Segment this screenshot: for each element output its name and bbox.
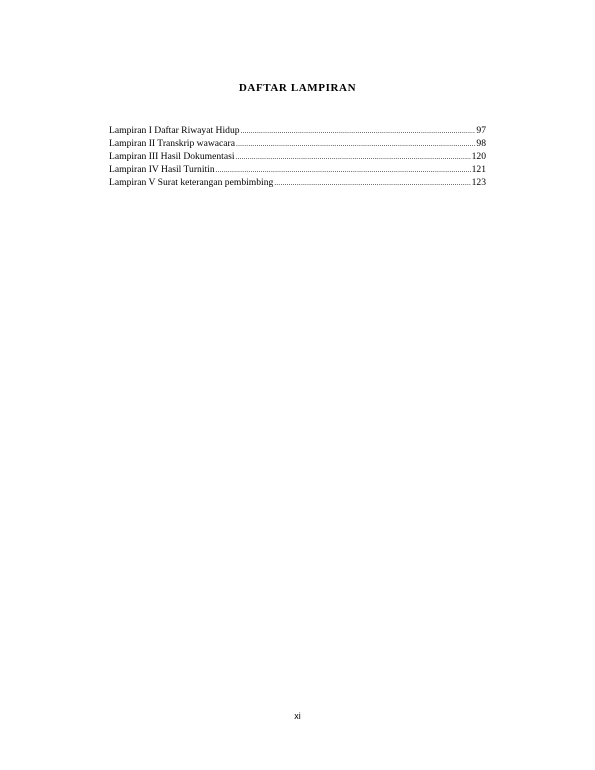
appendix-entry-page: 98 [476,138,486,149]
appendix-entry-label: Lampiran IV Hasil Turnitin [109,164,215,175]
appendix-entry-page: 120 [471,151,486,162]
appendix-entry [109,137,486,150]
appendix-entry-page: 97 [476,125,486,136]
appendix-entry [109,150,486,163]
dot-leader [236,138,475,151]
appendix-entry [109,124,486,137]
appendix-list [109,124,486,189]
appendix-entry-label: Lampiran I Daftar Riwayat Hidup [109,125,240,136]
appendix-entry-label: Lampiran V Surat keterangan pembimbing [109,177,274,188]
dot-leader [241,125,476,138]
appendix-entry-label: Lampiran II Transkrip wawacara [109,138,236,149]
page-title: DAFTAR LAMPIRAN [238,82,357,94]
appendix-entry-page: 123 [471,177,486,188]
appendix-entry [109,176,486,189]
appendix-entry-label: Lampiran III Hasil Dokumentasi [109,151,235,162]
appendix-entry-page: 121 [471,164,486,175]
dot-leader [274,177,470,190]
dot-leader [235,151,470,164]
page-number: xi [294,711,301,721]
appendix-entry [109,163,486,176]
